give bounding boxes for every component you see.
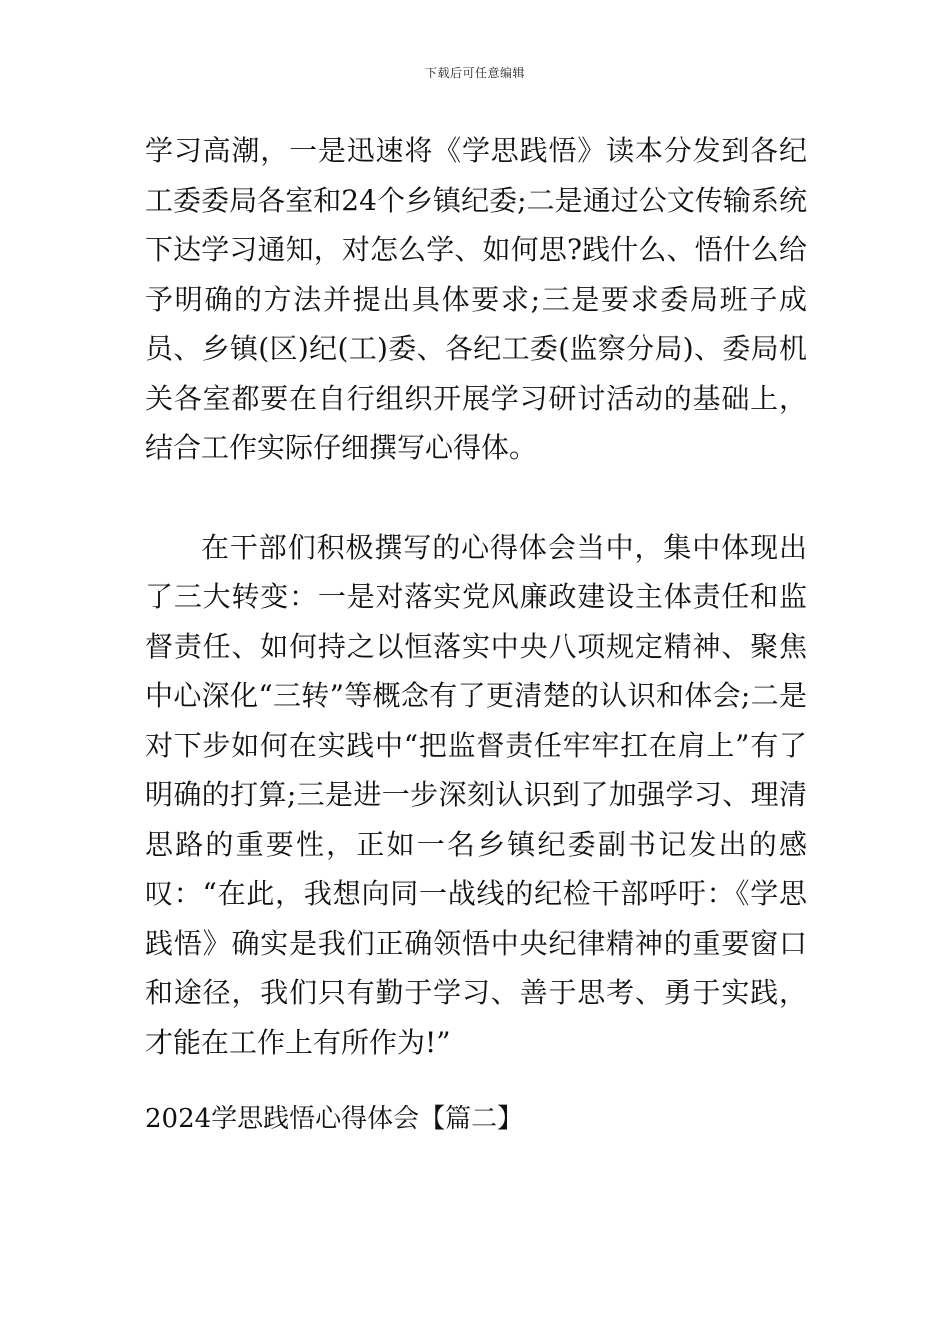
page-header-note: 下载后可任意编辑 [424,66,525,80]
paragraph-1: 学习高潮，一是迅速将《学思践悟》读本分发到各纪工委委局各室和24个乡镇纪委;二是通过公文传输系统下达学习通知，对怎么学、如何思?践什么、悟什么给予明确的方法并提出具体要求;三是要求委局班子成员、乡镇(区)纪(工)委、各纪工委(监察分局)、委局机关各室都要在自行组织开展学习研讨活动的基础上，结合工作实际仔细撰写心得体。 [145,134,807,464]
document-body [145,126,807,1145]
paragraph-2: 在干部们积极撰写的心得体会当中，集中体现出了三大转变：一是对落实党风廉政建设主体责任和监督责任、如何持之以恒落实中央八项规定精神、聚焦中心深化“三转”等概念有了更清楚的认识和体会;二是对下步如何在实践中“把监督责任牢牢扛在肩上”有了明确的打算;三是进一步深刻认识到了加强学习、理清思路的重要性，正如一名乡镇纪委副书记发出的感叹：“在此，我想向同一战线的纪检干部呼吁：《学思践悟》确实是我们正确领悟中央纪律精神的重要窗口和途径，我们只有勤于学习、善于思考、勇于实践，才能在工作上有所作为!” [145,530,807,1059]
section-heading: 2024学思践悟心得体会【篇二】 [145,1104,524,1134]
